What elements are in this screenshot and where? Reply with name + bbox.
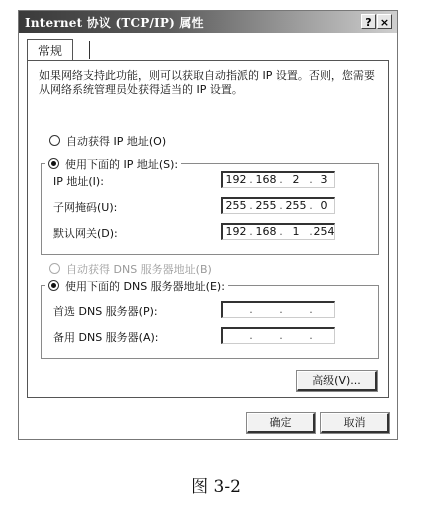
octet-dot: .	[279, 225, 283, 238]
dns-manual-option[interactable]	[45, 278, 228, 294]
octet-dot: .	[249, 329, 253, 342]
octet-dot: .	[309, 225, 313, 238]
ip-manual-radio[interactable]	[48, 158, 59, 169]
octet-dot: .	[309, 329, 313, 342]
title-bar	[19, 11, 397, 33]
cancel-button[interactable]: 取消	[321, 413, 389, 433]
gateway-octet-4: 254	[313, 225, 335, 238]
gateway-octet-3: 1	[292, 225, 300, 238]
tcpip-properties-dialog	[18, 10, 398, 440]
subnet-mask-octet-4: 0	[320, 199, 328, 212]
dns-manual-group	[41, 285, 379, 359]
alternate-dns-label: 备用 DNS 服务器(A):	[53, 331, 159, 344]
ip-address-octet-2: 168	[255, 173, 277, 186]
octet-dot: .	[309, 199, 313, 212]
window-title: Internet 协议 (TCP/IP) 属性	[25, 16, 204, 30]
preferred-dns-label: 首选 DNS 服务器(P):	[53, 305, 158, 318]
octet-dot: .	[309, 303, 313, 316]
octet-dot: .	[249, 199, 253, 212]
advanced-button[interactable]: 高级(V)...	[297, 371, 377, 391]
octet-dot: .	[279, 329, 283, 342]
octet-dot: .	[279, 303, 283, 316]
close-button[interactable]: ×	[377, 14, 392, 29]
subnet-mask-octet-2: 255	[255, 199, 277, 212]
default-gateway-label: 默认网关(D):	[53, 227, 118, 240]
octet-dot: .	[249, 225, 253, 238]
ip-auto-label: 自动获得 IP 地址(O)	[66, 135, 167, 148]
gateway-octet-2: 168	[255, 225, 277, 238]
ip-address-octet-4: 3	[320, 173, 328, 186]
preferred-dns-field[interactable]	[221, 301, 335, 318]
ip-manual-option[interactable]	[45, 156, 181, 172]
gateway-octet-1: 192	[225, 225, 247, 238]
ip-auto-option[interactable]	[49, 133, 166, 149]
subnet-mask-field[interactable]	[221, 197, 335, 214]
tab-divider	[89, 41, 90, 59]
help-button[interactable]: ?	[361, 14, 376, 29]
dns-auto-radio[interactable]	[49, 263, 60, 274]
tab-general[interactable]: 常规	[27, 39, 73, 62]
description-text: 如果网络支持此功能，则可以获取自动指派的 IP 设置。否则，您需要从网络系统管理员处获得适当的 IP 设置。	[39, 69, 375, 96]
ip-address-octet-1: 192	[225, 173, 247, 186]
octet-dot: .	[309, 173, 313, 186]
octet-dot: .	[279, 173, 283, 186]
ip-address-field[interactable]	[221, 171, 335, 188]
octet-dot: .	[249, 303, 253, 316]
ok-button[interactable]: 确定	[247, 413, 315, 433]
subnet-mask-label: 子网掩码(U):	[53, 201, 118, 214]
alternate-dns-field[interactable]	[221, 327, 335, 344]
ip-auto-radio[interactable]	[49, 135, 60, 146]
dns-manual-label: 使用下面的 DNS 服务器地址(E):	[65, 280, 225, 293]
dns-manual-radio[interactable]	[48, 280, 59, 291]
default-gateway-field[interactable]	[221, 223, 335, 240]
tab-strip	[27, 39, 387, 61]
subnet-mask-octet-1: 255	[225, 199, 247, 212]
ip-address-label: IP 地址(I):	[53, 175, 104, 188]
octet-dot: .	[249, 173, 253, 186]
octet-dot: .	[279, 199, 283, 212]
ip-manual-label: 使用下面的 IP 地址(S):	[65, 158, 179, 171]
ip-address-octet-3: 2	[292, 173, 300, 186]
subnet-mask-octet-3: 255	[285, 199, 307, 212]
dns-auto-option[interactable]	[49, 261, 212, 277]
figure-caption: 图 3-2	[191, 477, 241, 497]
dns-auto-label: 自动获得 DNS 服务器地址(B)	[66, 263, 212, 276]
